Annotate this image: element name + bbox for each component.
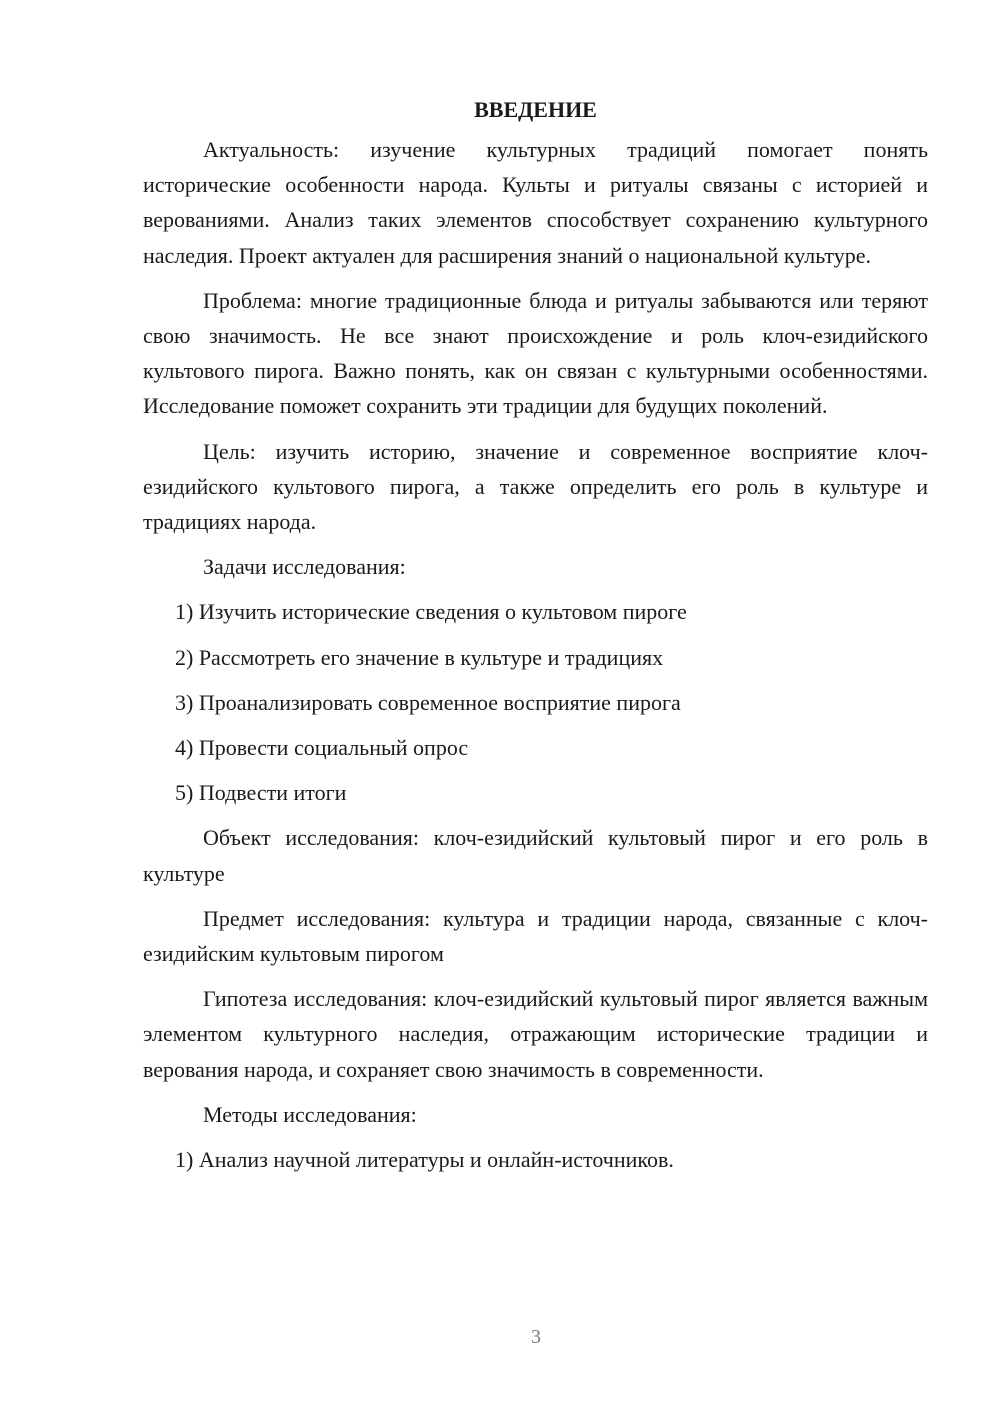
problem-paragraph: Проблема: многие традиционные блюда и ритуалы забываются или теряют свою значимость. Не все знают происхождение и роль клоч-езидийского культового пирога. Важно понять, как он связан с культурными особенностями. Исследование поможет сохранить эти традиции для будущих поколений. xyxy=(143,287,928,419)
task-item: 1) Изучить исторические сведения о культовом пироге xyxy=(175,599,687,625)
tasks-heading: Задачи исследования: xyxy=(203,554,406,580)
goal-paragraph: Цель: изучить историю, значение и современное восприятие клоч-езидийского культового пирога, а также определить его роль в культуре и традициях народа. xyxy=(143,438,928,535)
task-item: 2) Рассмотреть его значение в культуре и традициях xyxy=(175,644,664,670)
document-page xyxy=(143,96,928,1187)
methods-heading: Методы исследования: xyxy=(203,1101,417,1127)
task-item: 5) Подвести итоги xyxy=(175,780,347,806)
task-item: 4) Провести социальный опрос xyxy=(175,735,469,761)
methods-list xyxy=(143,1142,928,1177)
relevance-paragraph: Актуальность: изучение культурных традиций помогает понять исторические особенности народа. Культы и ритуалы связаны с историей и верованиями. Анализ таких элементов способствует сохранению культурного наследия. Проект актуален для расширения знаний о национальной культуре. xyxy=(143,137,928,268)
page-number: 3 xyxy=(531,1326,541,1348)
task-item: 3) Проанализировать современное восприятие пирога xyxy=(175,689,681,715)
page-title: ВВЕДЕНИЕ xyxy=(474,97,597,122)
object-paragraph: Объект исследования: клоч-езидийский культовый пирог и его роль в культуре xyxy=(143,825,928,886)
method-item: 1) Анализ научной литературы и онлайн-источников. xyxy=(175,1147,674,1173)
tasks-list xyxy=(143,594,928,810)
subject-paragraph: Предмет исследования: культура и традиции народа, связанные с клоч-езидийским культовым пирогом xyxy=(143,905,928,967)
hypothesis-paragraph: Гипотеза исследования: клоч-езидийский культовый пирог является важным элементом культурного наследия, отражающим исторические традиции и верования народа, и сохраняет свою значимость в современности. xyxy=(143,986,928,1082)
